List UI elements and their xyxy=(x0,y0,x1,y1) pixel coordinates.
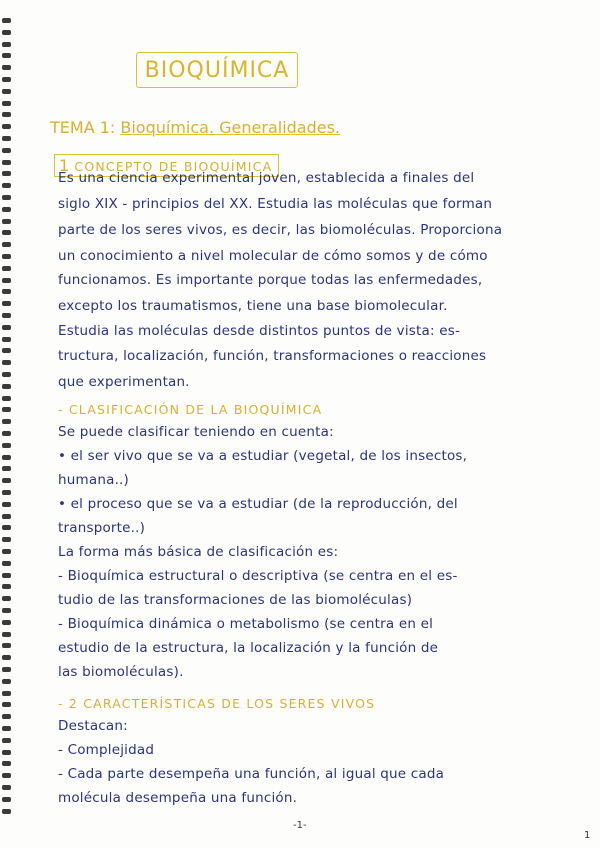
binding-hole xyxy=(2,679,11,684)
page-number: -1- xyxy=(293,820,307,831)
binding-hole xyxy=(2,632,11,637)
binding-hole xyxy=(2,726,11,731)
binding-hole xyxy=(2,797,11,802)
binding-hole xyxy=(2,195,11,200)
section-heading-caracteristicas: - 2 CARACTERÍSTICAS DE LOS SERES VIVOS xyxy=(58,696,376,711)
text-line: - Bioquímica dinámica o metabolismo (se centra en el xyxy=(58,616,434,632)
binding-hole xyxy=(2,254,11,259)
text-line: tudio de las transformaciones de las biomoléculas) xyxy=(58,592,413,608)
topic-heading xyxy=(50,118,340,137)
binding-hole xyxy=(2,278,11,283)
topic-prefix: TEMA 1: xyxy=(50,118,121,137)
binding-hole xyxy=(2,360,11,365)
binding-hole xyxy=(2,384,11,389)
text-line: Se puede clasificar teniendo en cuenta: xyxy=(58,424,334,440)
binding-hole xyxy=(2,171,11,176)
binding-hole xyxy=(2,738,11,743)
text-line: - Cada parte desempeña una función, al igual que cada xyxy=(58,766,445,782)
binding-hole xyxy=(2,773,11,778)
binding-hole xyxy=(2,714,11,719)
binding-hole xyxy=(2,761,11,766)
binding-hole xyxy=(2,77,11,82)
text-line: parte de los seres vivos, es decir, las biomoléculas. Proporciona xyxy=(58,222,503,238)
binding-hole xyxy=(2,643,11,648)
text-line: transporte..) xyxy=(58,520,146,536)
binding-hole xyxy=(2,101,11,106)
binding-hole xyxy=(2,691,11,696)
binding-hole xyxy=(2,655,11,660)
binding-hole xyxy=(2,466,11,471)
page-title: BIOQUÍMICA xyxy=(136,52,298,88)
text-line: molécula desempeña una función. xyxy=(58,790,298,806)
binding-hole xyxy=(2,620,11,625)
text-line: funcionamos. Es importante porque todas las enfermedades, xyxy=(58,272,483,288)
spiral-binding xyxy=(2,18,14,818)
topic-subtitle: Bioquímica. Generalidades. xyxy=(120,118,341,137)
binding-hole xyxy=(2,266,11,271)
binding-hole xyxy=(2,809,11,814)
binding-hole xyxy=(2,207,11,212)
binding-hole xyxy=(2,242,11,247)
binding-hole xyxy=(2,549,11,554)
binding-hole xyxy=(2,667,11,672)
binding-hole xyxy=(2,419,11,424)
section-heading-clasificacion: - CLASIFICACIÓN DE LA BIOQUÍMICA xyxy=(58,402,323,417)
binding-hole xyxy=(2,443,11,448)
binding-hole xyxy=(2,396,11,401)
text-line: que experimentan. xyxy=(58,374,190,390)
binding-hole xyxy=(2,42,11,47)
binding-hole xyxy=(2,514,11,519)
binding-hole xyxy=(2,53,11,58)
binding-hole xyxy=(2,112,11,117)
binding-hole xyxy=(2,148,11,153)
binding-hole xyxy=(2,502,11,507)
binding-hole xyxy=(2,136,11,141)
binding-hole xyxy=(2,537,11,542)
text-line: humana..) xyxy=(58,472,130,488)
binding-hole xyxy=(2,301,11,306)
binding-hole xyxy=(2,478,11,483)
text-line: excepto los traumatismos, tiene una base biomolecular. xyxy=(58,298,448,314)
binding-hole xyxy=(2,313,11,318)
binding-hole xyxy=(2,584,11,589)
binding-hole xyxy=(2,65,11,70)
corner-mark: 1 xyxy=(584,830,591,841)
binding-hole xyxy=(2,750,11,755)
binding-hole xyxy=(2,289,11,294)
binding-hole xyxy=(2,348,11,353)
section-number: 1 xyxy=(59,156,71,175)
text-line: La forma más básica de clasificación es: xyxy=(58,544,339,560)
binding-hole xyxy=(2,431,11,436)
binding-hole xyxy=(2,525,11,530)
binding-hole xyxy=(2,702,11,707)
text-line: • el proceso que se va a estudiar (de la reproducción, del xyxy=(58,496,458,512)
text-line: un conocimiento a nivel molecular de cómo somos y de cómo xyxy=(58,248,488,264)
binding-hole xyxy=(2,455,11,460)
binding-hole xyxy=(2,573,11,578)
text-line: Destacan: xyxy=(58,718,128,734)
binding-hole xyxy=(2,785,11,790)
text-line: • el ser vivo que se va a estudiar (vegetal, de los insectos, xyxy=(58,448,468,464)
text-line: estudio de la estructura, la localización y la función de xyxy=(58,640,439,656)
binding-hole xyxy=(2,608,11,613)
binding-hole xyxy=(2,372,11,377)
binding-hole xyxy=(2,30,11,35)
binding-hole xyxy=(2,18,11,23)
binding-hole xyxy=(2,490,11,495)
binding-hole xyxy=(2,124,11,129)
binding-hole xyxy=(2,407,11,412)
binding-hole xyxy=(2,230,11,235)
binding-hole xyxy=(2,160,11,165)
text-line: Es una ciencia experimental joven, establecida a finales del xyxy=(58,170,475,186)
binding-hole xyxy=(2,219,11,224)
text-line: las biomoléculas). xyxy=(58,664,184,680)
binding-hole xyxy=(2,561,11,566)
text-line: tructura, localización, función, transformaciones o reacciones xyxy=(58,348,487,364)
text-line: siglo XIX - principios del XX. Estudia las moléculas que forman xyxy=(58,196,493,212)
section-title: CONCEPTO DE BIOQUÍMICA xyxy=(74,159,273,174)
text-line: Estudia las moléculas desde distintos puntos de vista: es- xyxy=(58,323,461,339)
text-line: - Complejidad xyxy=(58,742,155,758)
binding-hole xyxy=(2,325,11,330)
binding-hole xyxy=(2,596,11,601)
binding-hole xyxy=(2,89,11,94)
binding-hole xyxy=(2,183,11,188)
binding-hole xyxy=(2,337,11,342)
text-line: - Bioquímica estructural o descriptiva (se centra en el es- xyxy=(58,568,458,584)
